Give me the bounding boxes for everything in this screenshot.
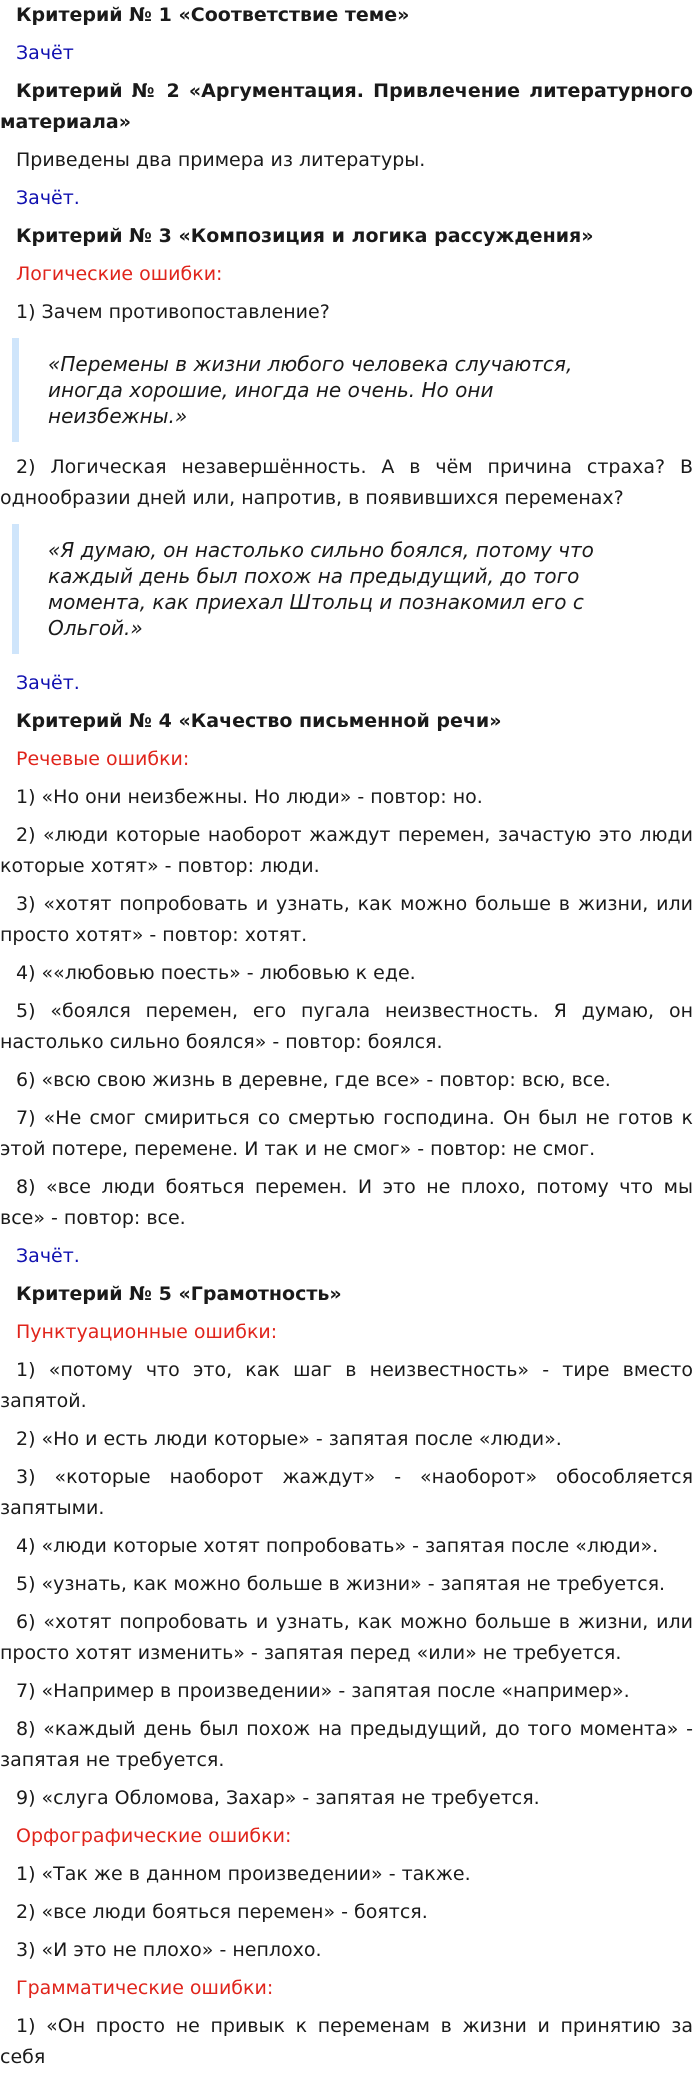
grammar-errors-label: Грамматические ошибки: bbox=[16, 1977, 274, 1999]
criterion-2-title: Критерий № 2 «Аргументация. Привлечение литературного материала» bbox=[0, 80, 693, 133]
criterion-1-result: Зачёт bbox=[16, 42, 74, 64]
punctuation-error-item: 2) «Но и есть люди которые» - запятая после «люди». bbox=[16, 1428, 562, 1450]
quote-block: «Я думаю, он настолько сильно боялся, потому что каждый день был похож на предыдущий, до того момента, как приехал Штольц и познакомил его с Ольгой.» bbox=[12, 524, 608, 654]
spelling-error-item: 3) «И это не плохо» - неплохо. bbox=[16, 1939, 322, 1961]
punctuation-error-item: 3) «которые наоборот жаждут» - «наоборот» обособляется запятыми. bbox=[0, 1466, 693, 1519]
speech-error-item: 2) «люди которые наоборот жаждут перемен, зачастую это люди которые хотят» - повтор: люди. bbox=[0, 824, 693, 877]
speech-error-item: 8) «все люди бояться перемен. И это не плохо, потому что мы все» - повтор: все. bbox=[0, 1176, 693, 1229]
criterion-2-result: Зачёт. bbox=[16, 187, 80, 209]
speech-error-item: 3) «хотят попробовать и узнать, как можно больше в жизни, или просто хотят» - повтор: хотят. bbox=[0, 893, 693, 946]
speech-error-item: 4) ««любовью поесть» - любовью к еде. bbox=[16, 962, 416, 984]
speech-error-item: 1) «Но они неизбежны. Но люди» - повтор: но. bbox=[16, 786, 483, 808]
punctuation-error-item: 1) «потому что это, как шаг в неизвестность» - тире вместо запятой. bbox=[0, 1359, 693, 1412]
punctuation-error-item: 6) «хотят попробовать и узнать, как можно больше в жизни, или просто хотят изменить» - запятая перед «или» не требуется. bbox=[0, 1611, 693, 1664]
criterion-3-title: Критерий № 3 «Композиция и логика рассуждения» bbox=[16, 225, 594, 247]
punctuation-error-item: 5) «узнать, как можно больше в жизни» - запятая не требуется. bbox=[16, 1573, 666, 1595]
criterion-4-title: Критерий № 4 «Качество письменной речи» bbox=[16, 710, 502, 732]
spelling-errors-label: Орфографические ошибки: bbox=[16, 1825, 292, 1847]
punctuation-errors-label: Пунктуационные ошибки: bbox=[16, 1321, 278, 1343]
punctuation-error-item: 7) «Например в произведении» - запятая после «например». bbox=[16, 1680, 630, 1702]
criterion-3-result: Зачёт. bbox=[16, 672, 80, 694]
punctuation-error-item: 8) «каждый день был похож на предыдущий, до того момента» - запятая не требуется. bbox=[0, 1718, 693, 1771]
quote-block: «Перемены в жизни любого человека случаются, иногда хорошие, иногда не очень. Но они неизбежны.» bbox=[12, 338, 608, 442]
logic-errors-label: Логические ошибки: bbox=[16, 263, 223, 285]
punctuation-error-item: 4) «люди которые хотят попробовать» - запятая после «люди». bbox=[16, 1535, 659, 1557]
speech-error-item: 7) «Не смог смириться со смертью господина. Он был не готов к этой потере, перемене. И так и не смог» - повтор: не смог. bbox=[0, 1107, 693, 1160]
grammar-error-item: 1) «Он просто не привык к переменам в жизни и принятию за себя bbox=[0, 2015, 693, 2068]
criterion-5-title: Критерий № 5 «Грамотность» bbox=[16, 1283, 342, 1305]
logic-error-item: 1) Зачем противопоставление? bbox=[16, 301, 330, 323]
criterion-2-text: Приведены два примера из литературы. bbox=[16, 149, 426, 171]
speech-errors-label: Речевые ошибки: bbox=[16, 748, 190, 770]
logic-error-item: 2) Логическая незавершённость. А в чём причина страха? В однообразии дней или, напротив, в появившихся переменах? bbox=[0, 456, 693, 509]
spelling-error-item: 1) «Так же в данном произведении» - также. bbox=[16, 1863, 471, 1885]
speech-error-item: 5) «боялся перемен, его пугала неизвестность. Я думаю, он настолько сильно боялся» - повтор: боялся. bbox=[0, 1000, 693, 1053]
criterion-1-title: Критерий № 1 «Соответствие теме» bbox=[16, 4, 410, 26]
speech-error-item: 6) «всю свою жизнь в деревне, где все» - повтор: всю, все. bbox=[16, 1069, 611, 1091]
spelling-error-item: 2) «все люди бояться перемен» - боятся. bbox=[16, 1901, 428, 1923]
criterion-4-result: Зачёт. bbox=[16, 1245, 80, 1267]
punctuation-error-item: 9) «слуга Обломова, Захар» - запятая не требуется. bbox=[16, 1787, 540, 1809]
